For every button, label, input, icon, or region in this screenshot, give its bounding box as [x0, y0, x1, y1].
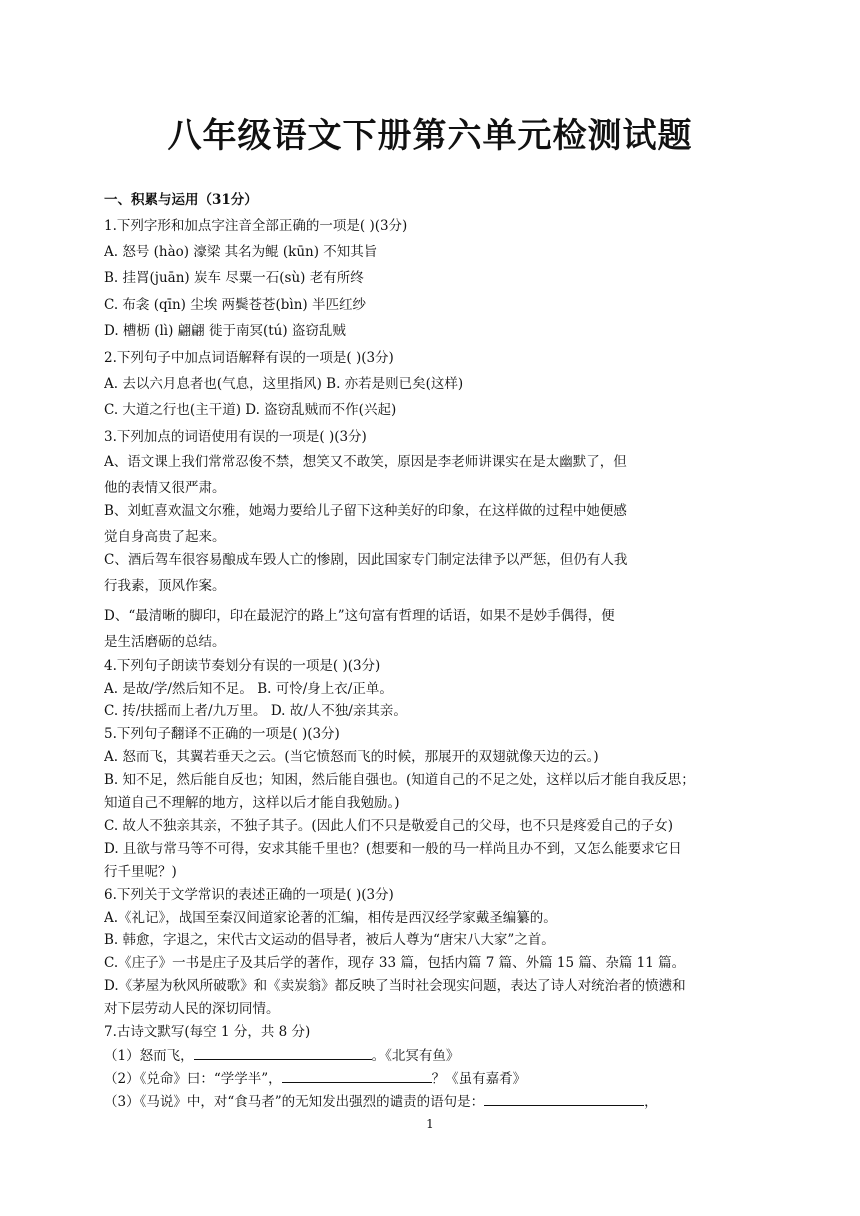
question-7-item-2	[104, 1070, 764, 1087]
question-5-stem: 5.下列句子翻译不正确的一项是( )(3分)	[104, 726, 340, 742]
question-3-option-b-line2: 觉自身高贵了起来。	[104, 529, 226, 545]
question-7-item-1	[104, 1047, 764, 1064]
question-4-stem: 4.下列句子朗读节奏划分有误的一项是( )(3分)	[104, 658, 381, 674]
question-1-stem: 1.下列字形和加点字注音全部正确的一项是( )(3分)	[104, 218, 408, 234]
question-5-option-d-line2: 行千里呢？)	[104, 864, 177, 880]
question-1-option-a: A. 怒号 (hào) 濠梁 其名为鲲 (kūn) 不知其旨	[104, 244, 378, 260]
question-7-item-2-prefix: （2）《兑命》曰：“学学半”，	[104, 1071, 282, 1087]
question-5-option-a: A. 怒而飞，其翼若垂天之云。(当它愤怒而飞的时候，那展开的双翅就像天边的云。)	[104, 749, 599, 765]
question-7-item-3-prefix: （3）《马说》中，对“食马者”的无知发出强烈的谴责的语句是：	[104, 1094, 485, 1110]
question-5-option-b-line1: B. 知不足，然后能自反也；知困，然后能自强也。(知道自己的不足之处，这样以后才能自我反思；	[104, 772, 695, 788]
question-5-option-d-line1: D. 且欲与常马等不可得，安求其能千里也？(想要和一般的马一样尚且办不到，又怎么能要求它日	[104, 841, 682, 857]
question-4-options-ab: A. 是故/学/然后知不足。 B. 可怜/身上衣/正单。	[104, 681, 393, 697]
answer-blank[interactable]	[282, 1070, 432, 1083]
question-3-option-c-line1: C、酒后驾车很容易酿成车毁人亡的惨剧，因此国家专门制定法律予以严惩，但仍有人我	[104, 552, 628, 568]
question-2-options-cd: C. 大道之行也(主干道) D. 盗窃乱贼而不作(兴起)	[104, 402, 397, 418]
question-7-item-2-suffix: ？《虽有嘉肴》	[431, 1071, 527, 1087]
question-2-stem: 2.下列句子中加点词语解释有误的一项是( )(3分)	[104, 350, 394, 366]
question-5-option-c: C. 故人不独亲其亲，不独子其子。(因此人们不只是敬爱自己的父母，也不只是疼爱自己的子女)	[104, 818, 673, 834]
question-1-option-c: C. 布衾 (qīn) 尘埃 两鬓苍苍(bìn) 半匹红纱	[104, 297, 366, 313]
question-7-item-3-suffix: ，	[644, 1094, 658, 1110]
question-3-option-b-line1: B、刘虹喜欢温文尔雅，她竭力要给儿子留下这种美好的印象，在这样做的过程中她便感	[104, 503, 627, 519]
page-number: 1	[426, 1117, 434, 1131]
question-5-option-b-line2: 知道自己不理解的地方，这样以后才能自我勉励。)	[104, 795, 400, 811]
question-6-option-d-line1: D.《茅屋为秋风所破歌》和《卖炭翁》都反映了当时社会现实问题，表达了诗人对统治者的愤懑和	[104, 978, 686, 994]
question-3-option-a-line2: 他的表情又很严肃。	[104, 480, 226, 496]
question-1-option-b: B. 挂罥(juān) 炭车 尽粟一石(sù) 老有所终	[104, 270, 364, 286]
answer-blank[interactable]	[194, 1047, 372, 1060]
question-3-option-c-line2: 行我素，顶风作案。	[104, 578, 226, 594]
question-3-option-d-line2: 是生活磨砺的总结。	[104, 634, 226, 650]
question-7-item-1-prefix: （1）怒而飞，	[104, 1048, 194, 1064]
question-6-stem: 6.下列关于文学常识的表述正确的一项是( )(3分)	[104, 887, 394, 903]
answer-blank[interactable]	[484, 1093, 644, 1106]
question-7-item-1-suffix: 。《北冥有鱼》	[371, 1048, 460, 1064]
question-1-option-d: D. 槽枥 (lì) 翩翩 徙于南冥(tú) 盗窃乱贼	[104, 323, 346, 339]
question-7-item-3	[104, 1093, 764, 1110]
question-7-stem: 7.古诗文默写(每空 1 分，共 8 分)	[104, 1024, 311, 1040]
question-2-options-ab: A. 去以六月息者也(气息，这里指风) B. 亦若是则已矣(这样)	[104, 376, 464, 392]
question-3-option-a-line1: A、语文课上我们常常忍俊不禁，想笑又不敢笑，原因是李老师讲课实在是太幽默了，但	[104, 454, 627, 470]
page-title: 八年级语文下册第六单元检测试题	[167, 116, 693, 156]
section-heading: 一、积累与运用（31分）	[104, 192, 258, 208]
question-4-options-cd: C. 抟/扶摇而上者/九万里。 D. 故/人不独/亲其亲。	[104, 703, 407, 719]
question-3-option-d-line1: D、“最清晰的脚印，印在最泥泞的路上”这句富有哲理的话语，如果不是妙手偶得，便	[104, 608, 615, 624]
question-6-option-d-line2: 对下层劳动人民的深切同情。	[104, 1001, 280, 1017]
question-6-option-c: C.《庄子》一书是庄子及其后学的著作，现存 33 篇，包括内篇 7 篇、外篇 15 篇、杂篇 11 篇。	[104, 955, 686, 971]
question-6-option-a: A.《礼记》，战国至秦汉间道家论著的汇编，相传是西汉经学家戴圣编纂的。	[104, 910, 557, 926]
question-3-stem: 3.下列加点的词语使用有误的一项是( )(3分)	[104, 429, 367, 445]
question-6-option-b: B. 韩愈，字退之，宋代古文运动的倡导者，被后人尊为“唐宋八大家”之首。	[104, 932, 555, 948]
